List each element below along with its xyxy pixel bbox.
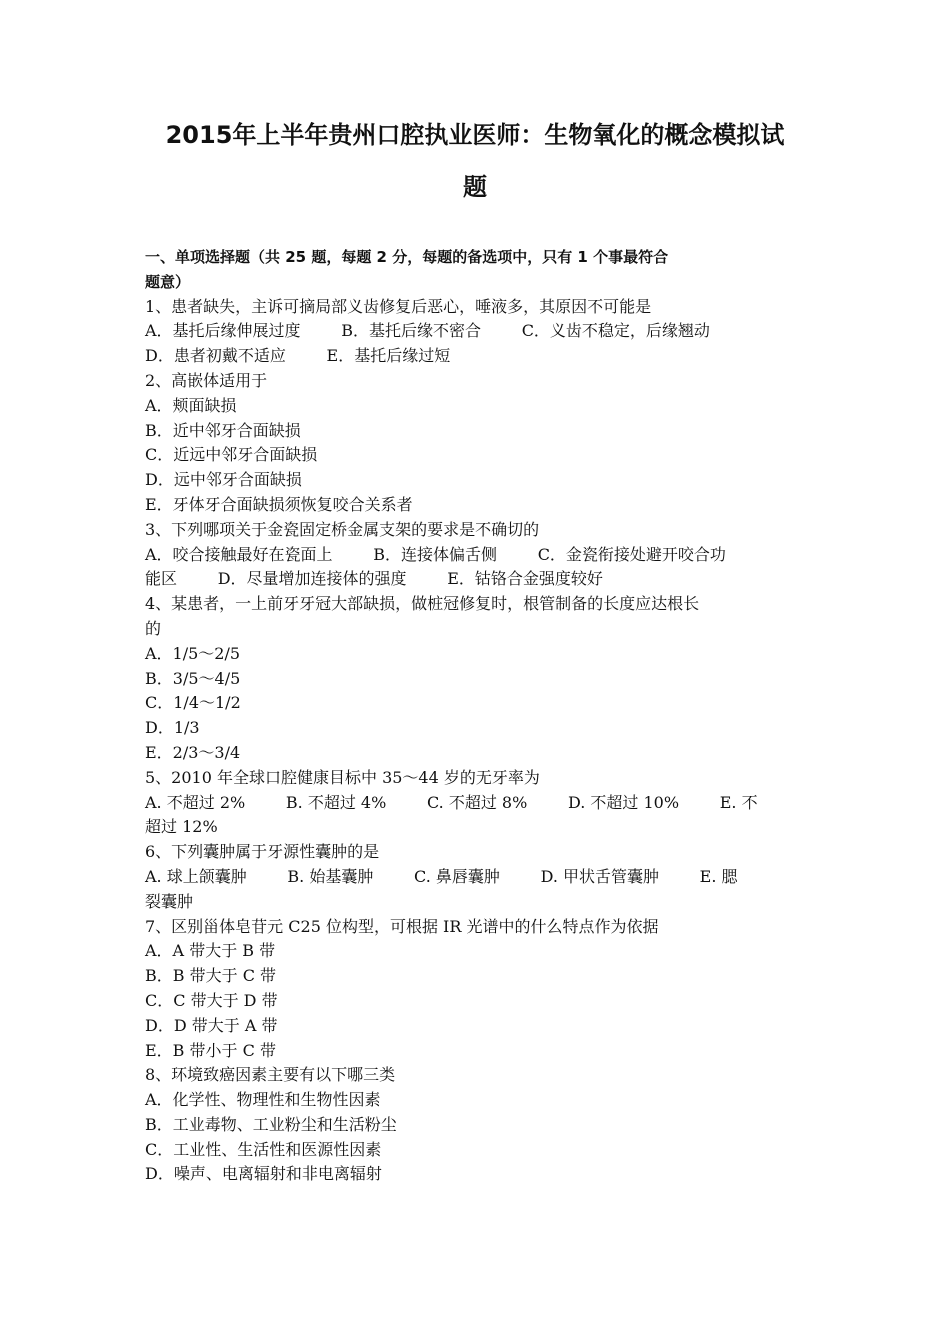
text-line: C．近远中邻牙合面缺损 (145, 445, 318, 465)
text-line: 1、患者缺失，主诉可摘局部义齿修复后恶心，唾液多，其原因不可能是 (145, 296, 652, 316)
text-line: A. 球上颌囊肿 B. 始基囊肿 C. 鼻唇囊肿 D. 甲状舌管囊肿 E. 腮 (145, 866, 738, 886)
text-line: A．1/5～2/5 (145, 643, 241, 663)
text-line: B．近中邻牙合面缺损 (145, 420, 301, 440)
text-line: 2、高嵌体适用于 (145, 370, 268, 390)
text-line: 5、2010 年全球口腔健康目标中 35～44 岁的无牙率为 (145, 767, 540, 787)
text-line: D．远中邻牙合面缺损 (145, 470, 302, 490)
text-line: B．3/5～4/5 (145, 668, 241, 688)
text-line: A．咬合接触最好在瓷面上 B．连接体偏舌侧 C．金瓷衔接处避开咬合功 (145, 544, 726, 564)
document-title-line-1: 2015年上半年贵州口腔执业医师：生物氧化的概念模拟试 (165, 121, 785, 149)
document-body (145, 245, 815, 1187)
text-line: 超过 12% (145, 817, 218, 837)
question-list (145, 295, 815, 1188)
text-line: 7、区别甾体皂苷元 C25 位构型，可根据 IR 光谱中的什么特点作为依据 (145, 916, 659, 936)
text-line: 裂囊肿 (145, 891, 194, 911)
text-line: D．噪声、电离辐射和非电离辐射 (145, 1164, 382, 1184)
text-line: B．工业毒物、工业粉尘和生活粉尘 (145, 1114, 397, 1134)
text-line: A．基托后缘伸展过度 B．基托后缘不密合 C．义齿不稳定，后缘翘动 (145, 321, 710, 341)
text-line: A．颊面缺损 (145, 395, 237, 415)
text-line: D．患者初戴不适应 E．基托后缘过短 (145, 346, 451, 366)
text-line: 4、某患者，一上前牙牙冠大部缺损，做桩冠修复时，根管制备的长度应达根长 (145, 594, 700, 614)
text-line: C．工业性、生活性和医源性因素 (145, 1139, 382, 1159)
text-line: C．C 带大于 D 带 (145, 990, 278, 1010)
text-line: B．B 带大于 C 带 (145, 966, 277, 986)
text-line: 3、下列哪项关于金瓷固定桥金属支架的要求是不确切的 (145, 519, 540, 539)
text-line: 8、环境致癌因素主要有以下哪三类 (145, 1065, 396, 1085)
document-title-line-2: 题 (463, 173, 487, 201)
text-line: E．牙体牙合面缺损须恢复咬合关系者 (145, 494, 413, 514)
section-header: 一、单项选择题（共 25 题，每题 2 分，每题的备选项中，只有 1 个事最符合 (145, 248, 669, 266)
text-line: E．B 带小于 C 带 (145, 1040, 276, 1060)
text-line: A．A 带大于 B 带 (145, 941, 276, 961)
text-line: C．1/4～1/2 (145, 693, 241, 713)
text-line: D．D 带大于 A 带 (145, 1015, 278, 1035)
text-line: A．化学性、物理性和生物性因素 (145, 1090, 381, 1110)
text-line: 能区 D．尽量增加连接体的强度 E．钴铬合金强度较好 (145, 569, 603, 589)
text-line: 6、下列囊肿属于牙源性囊肿的是 (145, 842, 380, 862)
text-line: E．2/3～3/4 (145, 742, 241, 762)
text-line: 的 (145, 618, 162, 638)
section-header-cont: 题意） (145, 272, 191, 291)
text-line: D．1/3 (145, 718, 200, 738)
text-line: A. 不超过 2% B. 不超过 4% C. 不超过 8% D. 不超过 10% E. 不 (145, 792, 758, 812)
